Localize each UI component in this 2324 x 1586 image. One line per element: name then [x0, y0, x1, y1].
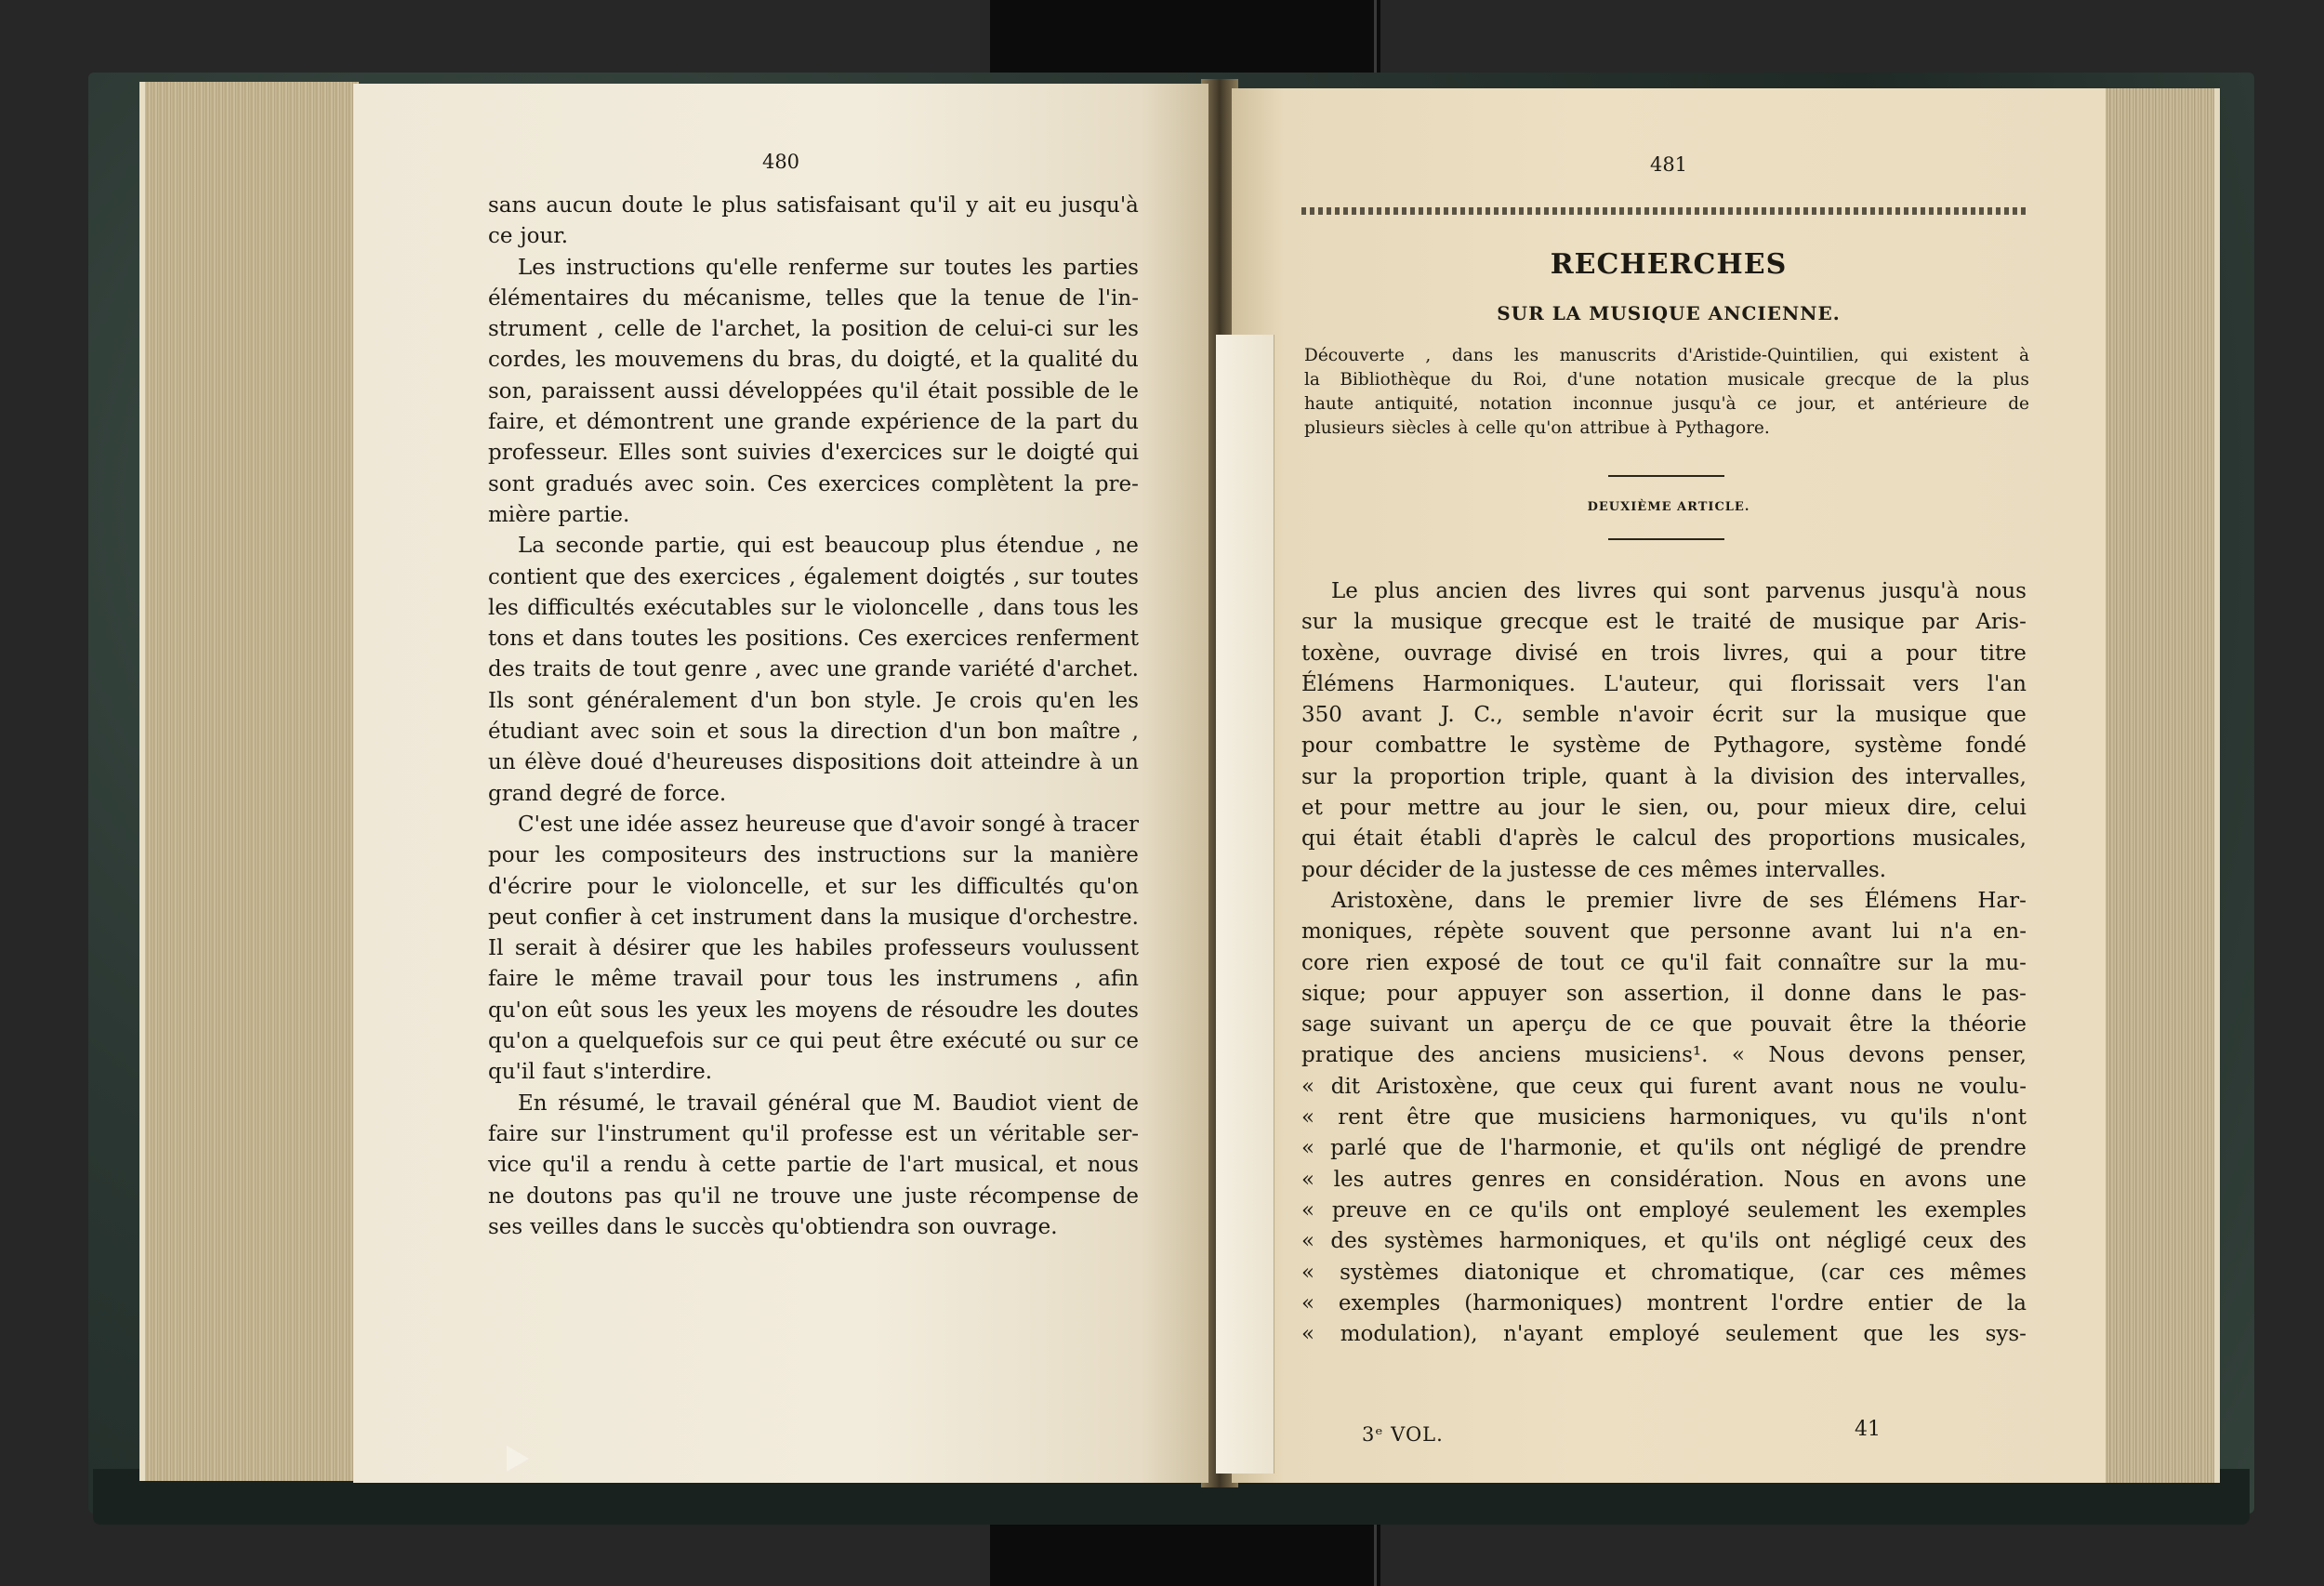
text-line: professeur. Elles sont suivies d'exercices sur le doigté qui: [488, 441, 1139, 466]
signature-mark: 41: [1855, 1418, 1881, 1441]
text-line: sique; pour appuyer son assertion, il donne dans le pas-: [1301, 981, 2027, 1006]
text-line: étudiant avec soin et sous la direction d'un bon maître ,: [488, 720, 1139, 745]
text-line: ne doutons pas qu'il ne trouve une juste récompense de: [488, 1183, 1139, 1209]
inserted-paper-slip: [1216, 335, 1274, 1474]
text-line: grand degré de force.: [488, 781, 727, 806]
text-line: pour les compositeurs des instructions sur la manière: [488, 843, 1139, 868]
text-line: Découverte , dans les manuscrits d'Aristide-Quintilien, qui existent à: [1304, 346, 2029, 365]
article-title: RECHERCHES: [1550, 248, 1788, 281]
text-line: un élève doué d'heureuses dispositions doit atteindre à un: [488, 750, 1139, 775]
text-line: sur la proportion triple, quant à la division des intervalles,: [1301, 764, 2027, 789]
text-line: son, paraissent aussi développées qu'il était possible de le: [488, 378, 1139, 403]
text-line: pratique des anciens musiciens¹. « Nous devons penser,: [1301, 1043, 2027, 1068]
separator-rule-bottom: [1608, 538, 1724, 540]
text-line: qui était établi d'après le calcul des proportions musicales,: [1301, 826, 2027, 852]
right-page-edges: [2103, 88, 2220, 1483]
text-line: faire, et démontrent une grande expérience de la part du: [488, 410, 1139, 435]
right-page: [1232, 88, 2106, 1483]
text-line: En résumé, le travail général que M. Baudiot vient de: [518, 1090, 1139, 1116]
text-line: Les instructions qu'elle renferme sur toutes les parties: [518, 255, 1139, 280]
text-line: élémentaires du mécanisme, telles que la tenue de l'in-: [488, 285, 1139, 311]
text-line: « dit Aristoxène, que ceux qui furent avant nous ne voulu-: [1301, 1074, 2027, 1099]
text-line: « les autres genres en considération. Nous en avons une: [1301, 1167, 2027, 1192]
page-corner-mark: [507, 1446, 529, 1472]
ornamental-rule: [1301, 207, 2027, 215]
text-line: Élémens Harmoniques. L'auteur, qui florissait vers l'an: [1301, 671, 2027, 696]
text-line: pour décider de la justesse de ces mêmes intervalles.: [1301, 857, 1887, 882]
text-line: plusieurs siècles à celle qu'on attribue à Pythagore.: [1304, 418, 1770, 438]
volume-footer: 3ᵉ VOL.: [1362, 1423, 1444, 1446]
text-line: faire sur l'instrument qu'il professe est un véritable ser-: [488, 1121, 1139, 1146]
text-line: « systèmes diatonique et chromatique, (car ces mêmes: [1301, 1260, 2027, 1285]
text-line: « parlé que de l'harmonie, et qu'ils ont négligé de prendre: [1301, 1136, 2027, 1161]
text-line: core rien exposé de tout ce qu'il fait connaître sur la mu-: [1301, 950, 2027, 975]
text-line: les difficultés exécutables sur le violoncelle , dans tous les: [488, 595, 1139, 620]
text-line: 350 avant J. C., semble n'avoir écrit sur la musique que: [1301, 703, 2027, 728]
text-line: « modulation), n'ayant employé seulement que les sys-: [1301, 1322, 2027, 1347]
text-line: des traits de tout genre , avec une grande variété d'archet.: [488, 657, 1139, 682]
text-line: tons et dans toutes les positions. Ces exercices renferment: [488, 627, 1139, 652]
text-line: la Bibliothèque du Roi, d'une notation musicale grecque de la plus: [1304, 370, 2029, 390]
text-line: toxène, ouvrage divisé en trois livres, qui a pour titre: [1301, 641, 2027, 666]
text-line: pour combattre le système de Pythagore, système fondé: [1301, 734, 2027, 759]
text-line: Aristoxène, dans le premier livre de ses Élémens Har-: [1331, 888, 2027, 913]
text-line: « rent être que musiciens harmoniques, vu qu'ils n'ont: [1301, 1105, 2027, 1130]
text-line: ce jour.: [488, 224, 569, 249]
left-page: [353, 84, 1208, 1483]
left-page-number: 480: [761, 151, 800, 173]
text-line: sage suivant un aperçu de ce que pouvait être la théorie: [1301, 1012, 2027, 1038]
text-line: contient que des exercices , également doigtés , sur toutes: [488, 564, 1139, 589]
text-line: et pour mettre au jour le sien, ou, pour mieux dire, celui: [1301, 796, 2027, 821]
text-line: Il serait à désirer que les habiles professeurs voulussent: [488, 936, 1139, 961]
text-line: qu'il faut s'interdire.: [488, 1060, 712, 1085]
text-line: cordes, les mouvemens du bras, du doigté, et la qualité du: [488, 348, 1139, 373]
text-line: qu'on eût sous les yeux les moyens de résoudre les doutes: [488, 998, 1139, 1023]
text-line: haute antiquité, notation inconnue jusqu'à ce jour, et antérieure de: [1304, 394, 2029, 414]
text-line: Le plus ancien des livres qui sont parvenus jusqu'à nous: [1331, 579, 2027, 603]
text-line: moniques, répète souvent que personne avant lui n'a en-: [1301, 919, 2027, 945]
text-line: peut confier à cet instrument dans la musique d'orchestre.: [488, 905, 1139, 930]
text-line: d'écrire pour le violoncelle, et sur les difficultés qu'on: [488, 874, 1139, 899]
article-subtitle: SUR LA MUSIQUE ANCIENNE.: [1497, 302, 1841, 324]
right-page-body: [1301, 576, 2027, 1350]
text-line: sont gradués avec soin. Ces exercices complètent la pre-: [488, 471, 1139, 496]
text-line: « exemples (harmoniques) montrent l'ordre entier de la: [1301, 1290, 2027, 1315]
text-line: vice qu'il a rendu à cette partie de l'art musical, et nous: [488, 1153, 1139, 1178]
text-line: sur la musique grecque est le traité de musique par Aris-: [1301, 610, 2027, 635]
text-line: Ils sont généralement d'un bon style. Je crois qu'en les: [488, 688, 1139, 713]
text-line: C'est une idée assez heureuse que d'avoir songé à tracer: [518, 812, 1139, 837]
text-line: ses veilles dans le succès qu'obtiendra son ouvrage.: [488, 1214, 1058, 1239]
text-line: qu'on a quelquefois sur ce qui peut être exécuté ou sur ce: [488, 1029, 1139, 1054]
text-line: La seconde partie, qui est beaucoup plus étendue , ne: [518, 534, 1139, 559]
text-line: sans aucun doute le plus satisfaisant qu'il y ait eu jusqu'à: [488, 193, 1139, 218]
article-number-label: DEUXIÈME ARTICLE.: [1587, 500, 1750, 514]
text-line: mière partie.: [488, 502, 630, 527]
article-abstract: [1304, 344, 2029, 441]
text-line: « preuve en ce qu'ils ont employé seulement les exemples: [1301, 1197, 2027, 1223]
right-page-number: 481: [1649, 153, 1688, 176]
text-line: strument , celle de l'archet, la position de celui-ci sur les: [488, 317, 1139, 342]
separator-rule-top: [1608, 475, 1724, 477]
left-page-body: [488, 191, 1139, 1243]
left-page-edges: [139, 82, 359, 1481]
text-line: faire le même travail pour tous les instrumens , afin: [488, 967, 1139, 992]
text-line: « des systèmes harmoniques, et qu'ils ont négligé ceux des: [1301, 1229, 2027, 1254]
